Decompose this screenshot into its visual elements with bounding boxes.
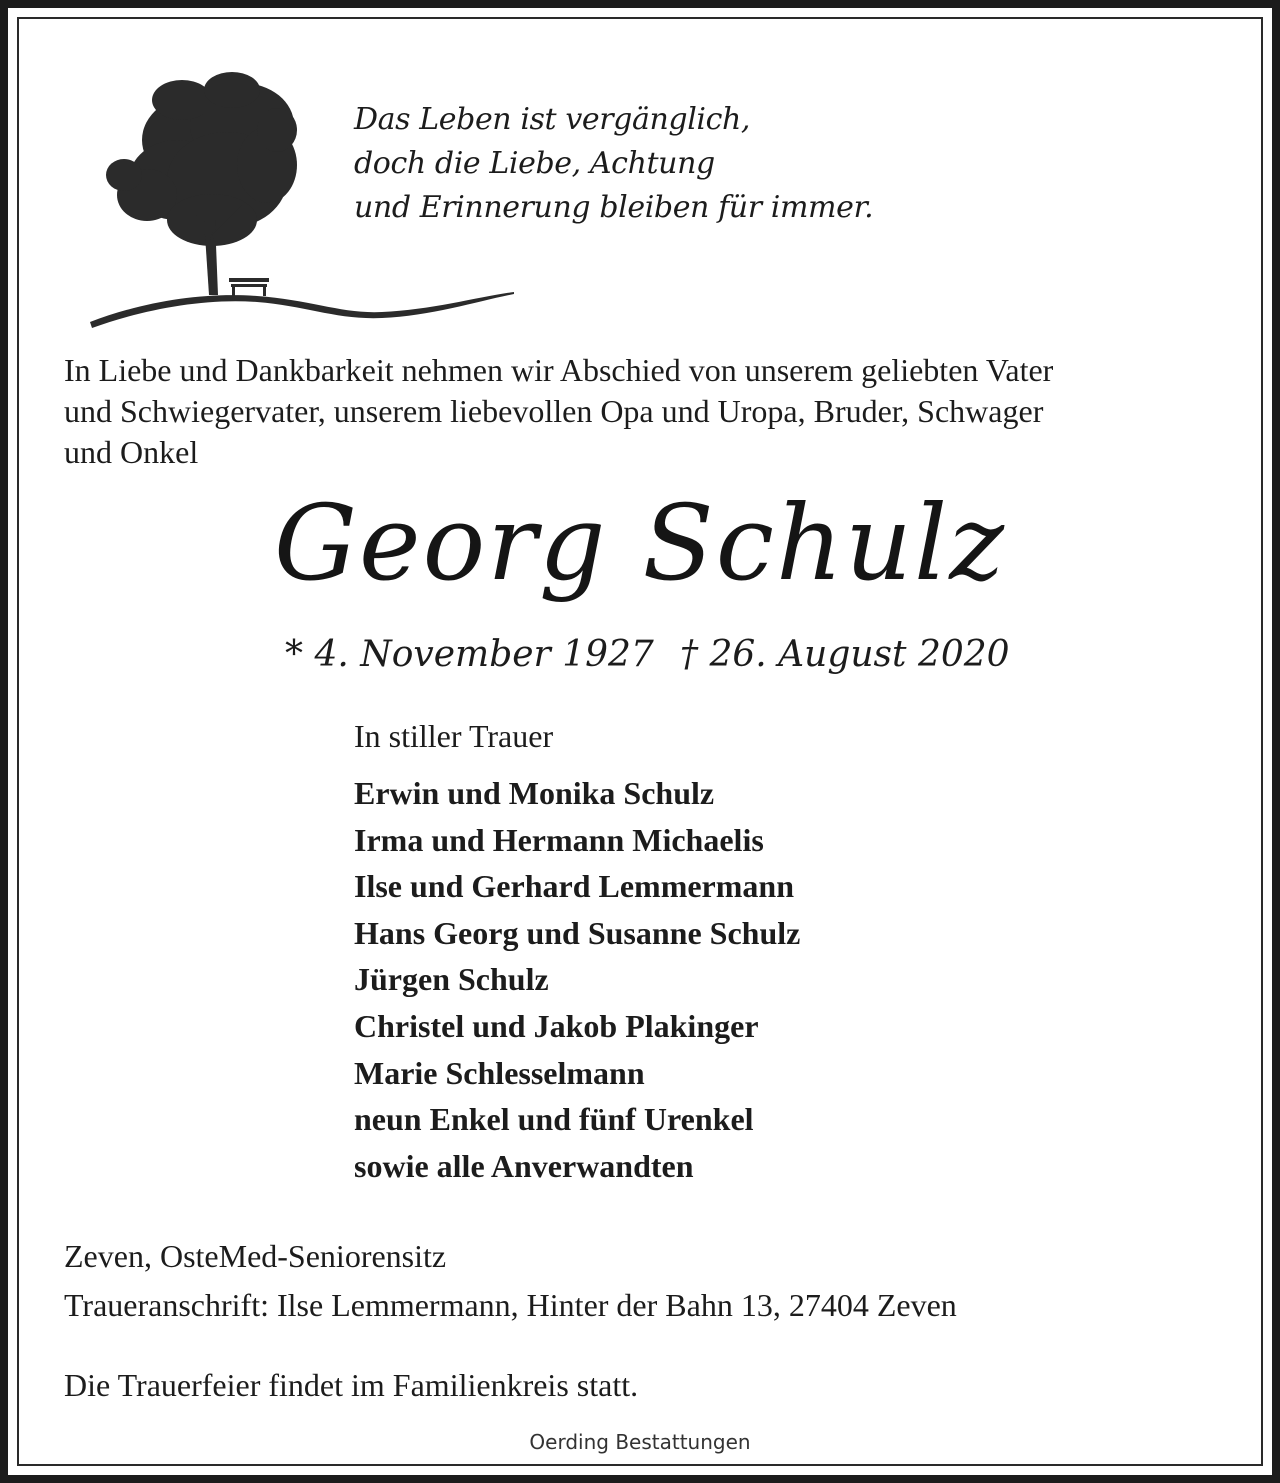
intro-line: und Onkel — [64, 434, 199, 470]
intro-line: und Schwiegervater, unserem liebevollen Opa und Uropa, Bruder, Schwager — [64, 393, 1044, 429]
undertaker-credit: Oerding Bestattungen — [529, 1430, 751, 1454]
mourning-heading: In stiller Trauer — [354, 718, 554, 754]
mourner-item: sowie alle Anverwandten — [354, 1147, 694, 1184]
ceremony-note: Die Trauerfeier findet im Familienkreis statt. — [64, 1367, 639, 1403]
mourning-address: Traueranschrift: Ilse Lemmermann, Hinter der Bahn 13, 27404 Zeven — [64, 1287, 957, 1323]
location-text: Zeven, OsteMed-Seniorensitz — [64, 1238, 447, 1274]
mourner-item: Christel und Jakob Plakinger — [354, 1007, 759, 1044]
mourner-item: Erwin und Monika Schulz — [354, 775, 715, 811]
quote-line: und Erinnerung bleiben für immer. — [354, 190, 874, 225]
deceased-name: Georg Schulz — [273, 482, 1007, 604]
quote-line: Das Leben ist vergänglich, — [354, 102, 751, 137]
mourner-item: Marie Schlesselmann — [354, 1054, 645, 1091]
mourner-item: Irma und Hermann Michaelis — [354, 821, 764, 858]
mourner-item: neun Enkel und fünf Urenkel — [354, 1101, 754, 1138]
quote-line: doch die Liebe, Achtung — [354, 146, 715, 181]
quote-block — [354, 98, 873, 230]
intro-line: In Liebe und Dankbarkeit nehmen wir Abschied von unserem geliebten Vater — [64, 352, 1054, 388]
intro-text — [64, 350, 1214, 473]
mourners-list — [354, 770, 800, 1189]
death-date: † 26. August 2020 — [680, 634, 1010, 675]
mourner-item: Jürgen Schulz — [354, 961, 549, 998]
mourner-item: Hans Georg und Susanne Schulz — [354, 914, 801, 951]
birth-date: * 4. November 1927 — [285, 634, 654, 675]
mourner-item: Ilse und Gerhard Lemmermann — [354, 868, 794, 905]
